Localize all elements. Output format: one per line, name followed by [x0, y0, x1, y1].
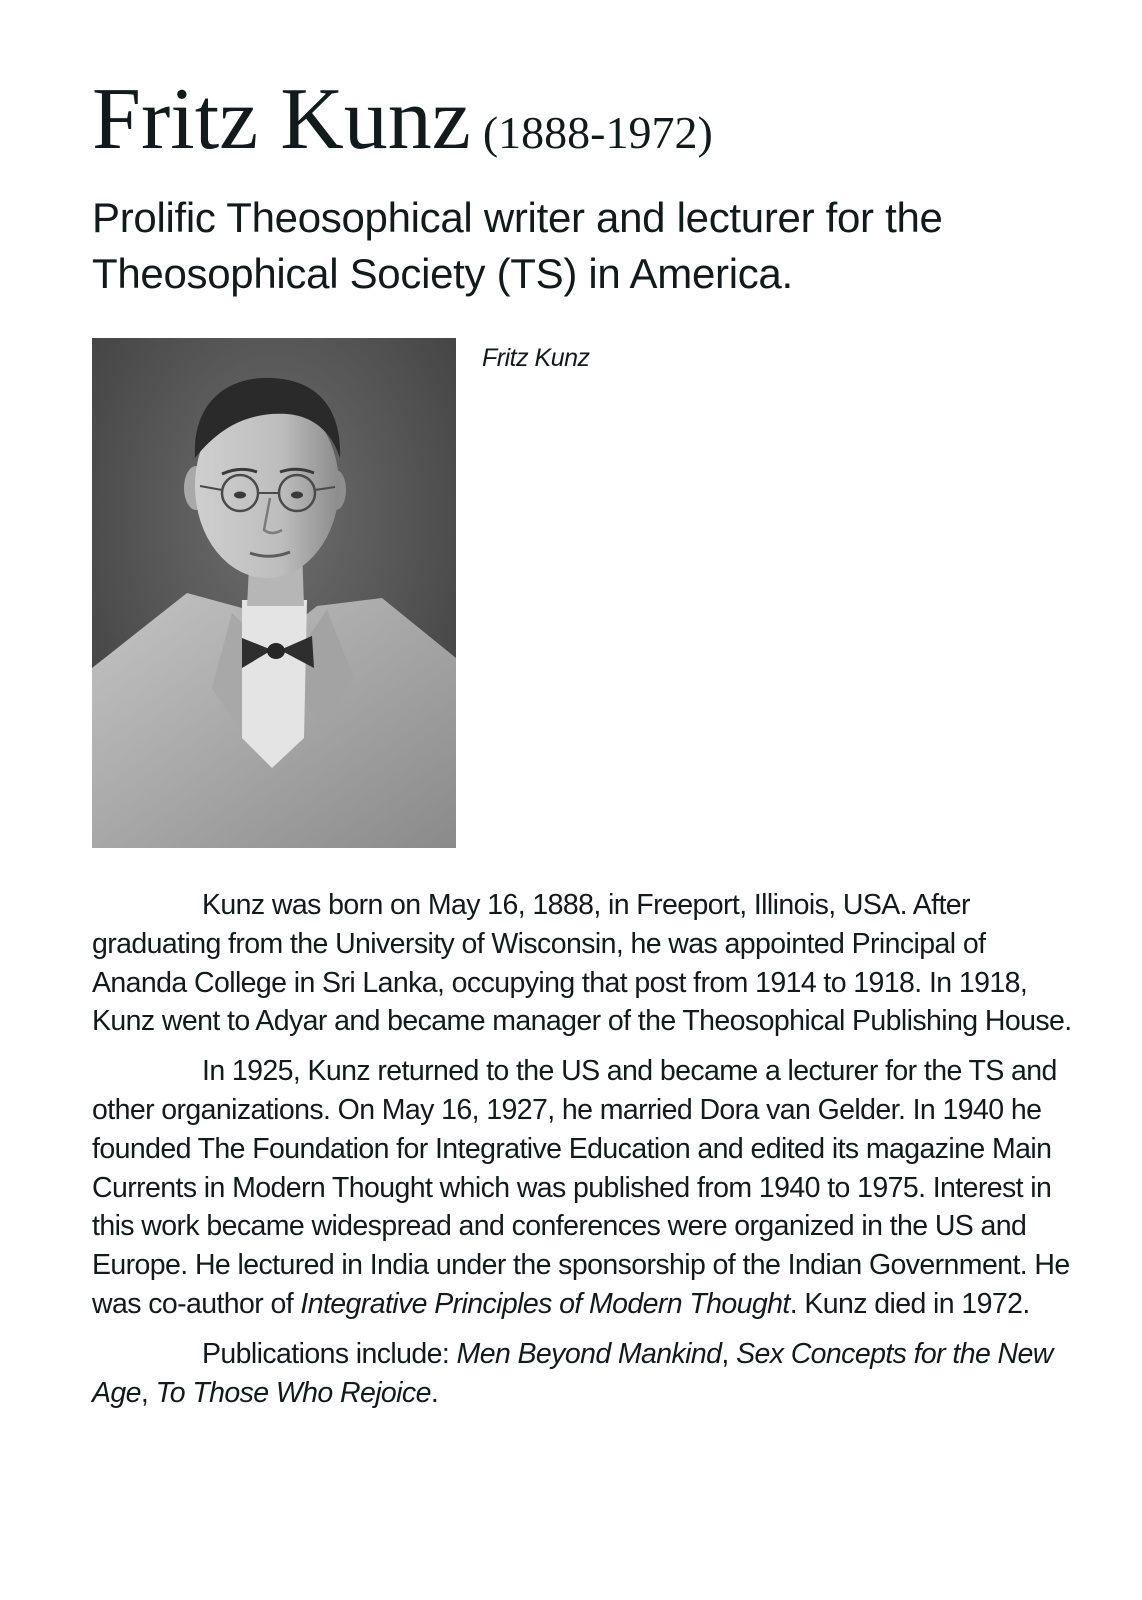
paragraph-publications	[92, 1335, 1072, 1413]
publication-title: Sex Concepts for the New Age	[92, 1337, 1053, 1409]
title-name: Fritz Kunz	[92, 71, 471, 168]
career-text: In 1925, Kunz returned to the US and became a lecturer for the TS and other organizations. On May 16, 1927, he married Dora van Gelder. In 1940 he founded The Foundation for Integrative Education and edited its magazine Main Currents in Modern Thought which was published from 1940 to 1975. Interest in this work became widespread and conferences were organized in the US and Europe. He lectured in India under the sponsorship of the Indian Government. He was co-author of	[92, 1055, 1070, 1320]
page-subtitle: Prolific Theosophical writer and lecturer for the Theosophical Society (TS) in America.	[92, 194, 943, 297]
publication-title: To Those Who Rejoice	[155, 1376, 431, 1409]
portrait-photo	[92, 338, 456, 848]
title-dates: (1888-1972)	[482, 107, 713, 158]
photo-caption: Fritz Kunz	[482, 344, 590, 372]
paragraph-career	[92, 1052, 1072, 1324]
biography-text	[92, 886, 1072, 1423]
separator: ,	[140, 1376, 156, 1409]
publication-title: Men Beyond Mankind	[456, 1337, 722, 1370]
career-end: . Kunz died in 1972.	[789, 1287, 1030, 1320]
paragraph-early-life: Kunz was born on May 16, 1888, in Freeport, Illinois, USA. After graduating from the University of Wisconsin, he was appointed Principal of Ananda College in Sri Lanka, occupying that post from 1914 to 1918. In 1918, Kunz went to Adyar and became manager of the Theosophical Publishing House.	[92, 889, 1072, 1038]
publications-end: .	[430, 1376, 439, 1409]
separator: ,	[721, 1337, 737, 1370]
book-title: Integrative Principles of Modern Thought	[300, 1287, 790, 1320]
publications-intro: Publications include:	[202, 1337, 457, 1370]
page-title	[92, 71, 713, 168]
